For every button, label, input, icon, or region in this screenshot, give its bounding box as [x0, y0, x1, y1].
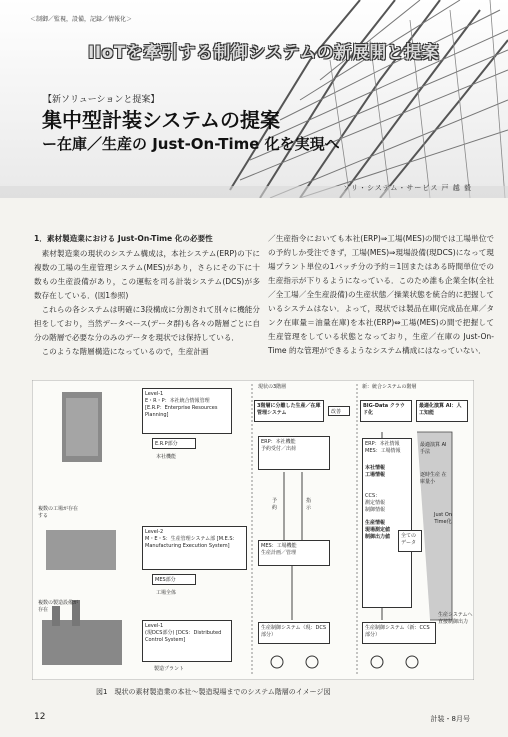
category-line: ＜制御／監視，設備，記録／情報化＞ [30, 16, 133, 23]
ctrl-out-label: 制御出力値 [365, 534, 391, 540]
hq-info-label: 本社情報 [365, 465, 386, 471]
change-label: 改善 [331, 409, 342, 415]
all-data-box [398, 530, 422, 552]
new-ccs-label: 生産制御システム（新：CCS部分） [365, 625, 430, 638]
paragraph: このような階層構造になっているので，生産計画 [41, 347, 209, 356]
level1-box [142, 388, 232, 434]
ai-box [416, 400, 468, 422]
bigdata-box [360, 400, 412, 422]
erp-box-sub: 予約受付／出荷 [261, 446, 297, 452]
ai-label: 最適化演算 AI：人工知能 [419, 403, 462, 416]
mes-part-label: MES部分 [155, 577, 176, 583]
page-number: 12 [34, 712, 46, 722]
erp-info-label: ERP：本社情報 [365, 441, 400, 447]
ccs-sub2: 制御情報 [365, 507, 386, 513]
mes-box-title: MES：工場機能 [261, 543, 297, 549]
side-note: 生産システムへ 直接制御出力 [438, 612, 473, 625]
factory-info-label: 工場情報 [365, 472, 386, 478]
jot-label: Just On Time化 [434, 512, 452, 525]
article-header [0, 0, 508, 198]
dcs-box [258, 622, 330, 644]
level2-title: Level-2 [145, 529, 164, 535]
ai-calc-label: 最適演算 AI手法 [420, 442, 447, 455]
subtitle: ー在庫／生産の Just-On-Time 化を実現へ [42, 135, 340, 153]
mes-info-label: MES：工場情報 [365, 448, 401, 454]
section-heading: 1．素材製造業における Just-On-Time 化の必要性 [34, 234, 213, 243]
all-data-label: 全ての データ [401, 533, 417, 546]
level1-title: Level-1 [145, 391, 164, 397]
paragraph: ／生産指令においても本社(ERP)⇒工場(MES)の間では工場単位での予約しか受注できず，工場(MES)⇒現場設備(現DCS)になって現場プラント単位の1バッチ分の予約＝1回またはある時間単位での生産指示が下りるようになっている．このため誰も企業全体(全社／全工場／全生産設備)の生産状態／操業状態を統合的に把握しているシステムはない．よって，現状では製品在庫(完成品在庫／タンク在庫量＝油量在庫)を本社(ERP)⇔工場(MES)の間で把握して生産管理をしている状態となっており，生産／在庫の Just-On-Time 的な管理ができるようなシステム構成にはなっていない． [268, 234, 494, 355]
solution-tag: 【新ソリューションと提案】 [43, 95, 160, 105]
erp-box-title: ERP：本社機能 [261, 439, 296, 445]
middle-header: 現状の3階層 [258, 384, 287, 390]
figure-caption: 図1 現状の素材製造業の本社～製造現場までのシステム階層のイメージ図 [96, 688, 331, 696]
main-title: 集中型計装システムの提案 [42, 108, 280, 132]
author-line: ソリ・システム・サービス 戸 越 毅 [343, 184, 472, 192]
mes-box [258, 540, 330, 566]
level2-desc: M・E・S：生産管理システム部 [M.E.S：Manufacturing Execution System] [145, 536, 238, 549]
paragraph: 素材製造業の現状のシステム構成は，本社システム(ERP)の下に複数の工場の生産管理システム(MES)があり，さらにその下に十数もの生産設備があり，この運転を司る計装システム(DCS)が多数存在している．(図1参照) [34, 249, 260, 300]
level3-title: Level-1 [145, 623, 164, 629]
left-column [34, 232, 260, 359]
factories-label: 複数の工場が存在する [38, 506, 79, 519]
erp-box [258, 436, 330, 470]
hq-label: 本社機能 [156, 454, 177, 460]
site-info-label: 現場測定値 [365, 527, 391, 533]
erp-part-box [152, 438, 196, 449]
level1-desc: E・R・P：本社統合情報管理 [E.R.P：Enterprise Resources Planning] [145, 398, 218, 418]
right-info-box [362, 438, 412, 608]
ccs-sub1: 測定情報 [365, 500, 386, 506]
transport-label: 逐時生産 在庫量小 [420, 472, 447, 485]
factory-all-label: 工場全体 [156, 590, 177, 596]
banner-title: IIoTを牽引する制御システムの新展開と提案 [88, 43, 440, 63]
instruction-label: 指示 [306, 498, 312, 511]
dcs-box-label: 生産制御システム（現：DCS部分） [261, 625, 327, 638]
bigdata-label: BIG-Data クラウド化 [363, 403, 405, 416]
mes-box-sub: 生産計画／管理 [261, 550, 297, 556]
mes-part-box [152, 574, 196, 585]
change-box [328, 406, 350, 416]
plant-label: 製造プラント [154, 666, 185, 672]
prod-info-label: 生産情報 [365, 520, 386, 526]
level2-box [142, 526, 247, 570]
right-header: 新：統合システムの階層 [362, 384, 417, 390]
figure-1 [32, 380, 474, 680]
split-box-label: 3階層に分離した生産／在庫管理システム [257, 403, 321, 416]
level3-box [142, 620, 232, 662]
right-column [268, 232, 494, 358]
split-box [254, 400, 324, 422]
equipment-label: 複数の製造設備が存在 [38, 600, 79, 613]
ccs-label: CCS： [365, 493, 381, 499]
erp-part-label: E.R.P部分 [155, 441, 178, 447]
level3-desc: (現DCS部分) [DCS：Distributed Control System] [145, 630, 222, 643]
magazine-name: 計装・8月号 [430, 715, 470, 723]
new-ccs-box [362, 622, 436, 644]
reservation-label: 予約 [272, 498, 278, 511]
paragraph: これらの各システムは明確に3段構成に分割されて別々に機能分担をしており，当然データベース(データ群)も各々の階層ごとに自分の階層で必要な分のみのデータを現状では保持している． [34, 305, 260, 342]
